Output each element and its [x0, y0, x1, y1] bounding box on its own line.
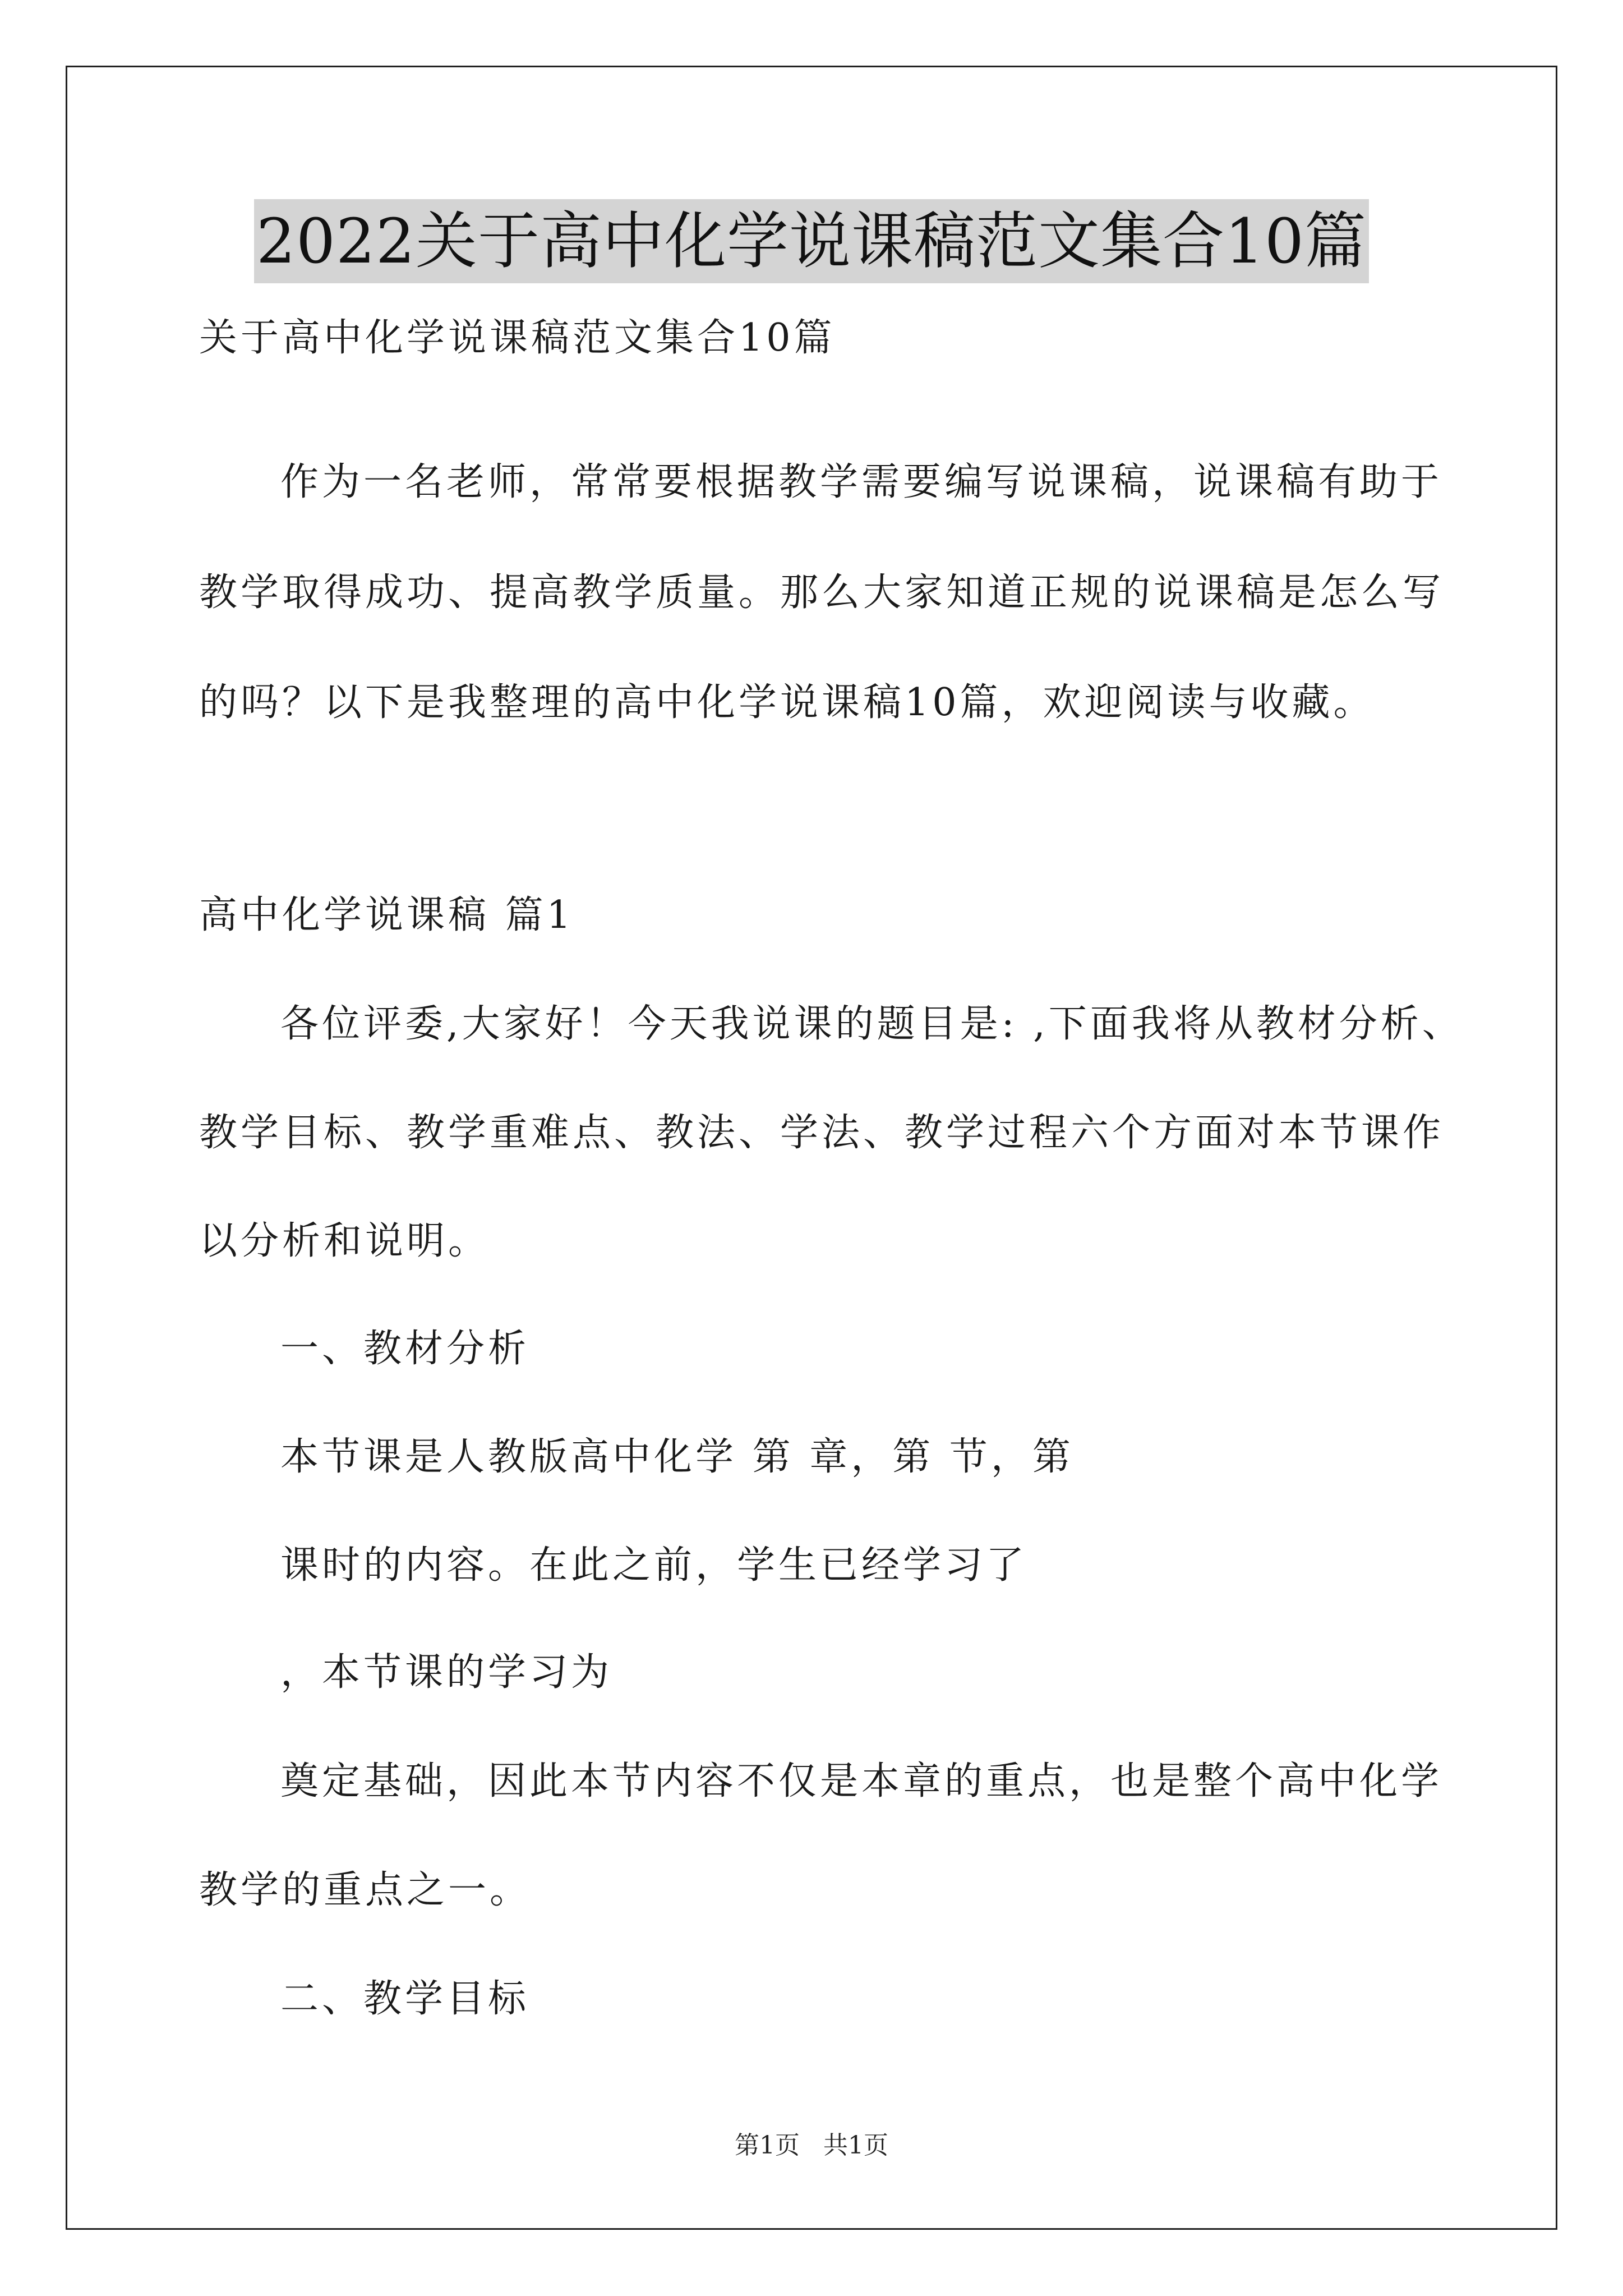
subtitle-line: 关于高中化学说课稿范文集合10篇 [199, 316, 836, 360]
paragraph-line: 的吗？以下是我整理的高中化学说课稿10篇，欢迎阅读与收藏。 [199, 680, 1375, 725]
title-container [0, 199, 1623, 283]
current-page-label: 第1页 [735, 2131, 800, 2160]
paragraph-line: 本节课是人教版高中化学 第 章，第 节，第 [280, 1435, 1074, 1479]
document-title: 2022关于高中化学说课稿范文集合10篇 [254, 199, 1369, 283]
paragraph-line: 奠定基础，因此本节内容不仅是本章的重点，也是整个高中化学 [280, 1759, 1443, 1803]
paragraph-line: 教学目标、教学重难点、教法、学法、教学过程六个方面对本节课作 [199, 1111, 1445, 1155]
paragraph-line: ，本节课的学习为 [280, 1650, 613, 1695]
paragraph-line: 课时的内容。在此之前，学生已经学习了 [280, 1543, 1028, 1588]
total-pages-label: 共1页 [823, 2131, 888, 2160]
paragraph-line: 教学取得成功、提高教学质量。那么大家知道正规的说课稿是怎么写 [199, 570, 1445, 615]
page-footer [0, 2129, 1623, 2162]
paragraph-line: 各位评委,大家好！今天我说课的题目是: ,下面我将从教材分析、 [280, 1002, 1464, 1046]
paragraph-line: 教学的重点之一。 [199, 1868, 532, 1912]
paragraph-line: 以分析和说明。 [199, 1219, 490, 1263]
section-heading: 高中化学说课稿 篇1 [199, 893, 574, 937]
subsection-heading: 二、教学目标 [280, 1977, 530, 2021]
subsection-heading: 一、教材分析 [280, 1327, 530, 1371]
paragraph-line: 作为一名老师，常常要根据教学需要编写说课稿，说课稿有助于 [280, 460, 1443, 504]
